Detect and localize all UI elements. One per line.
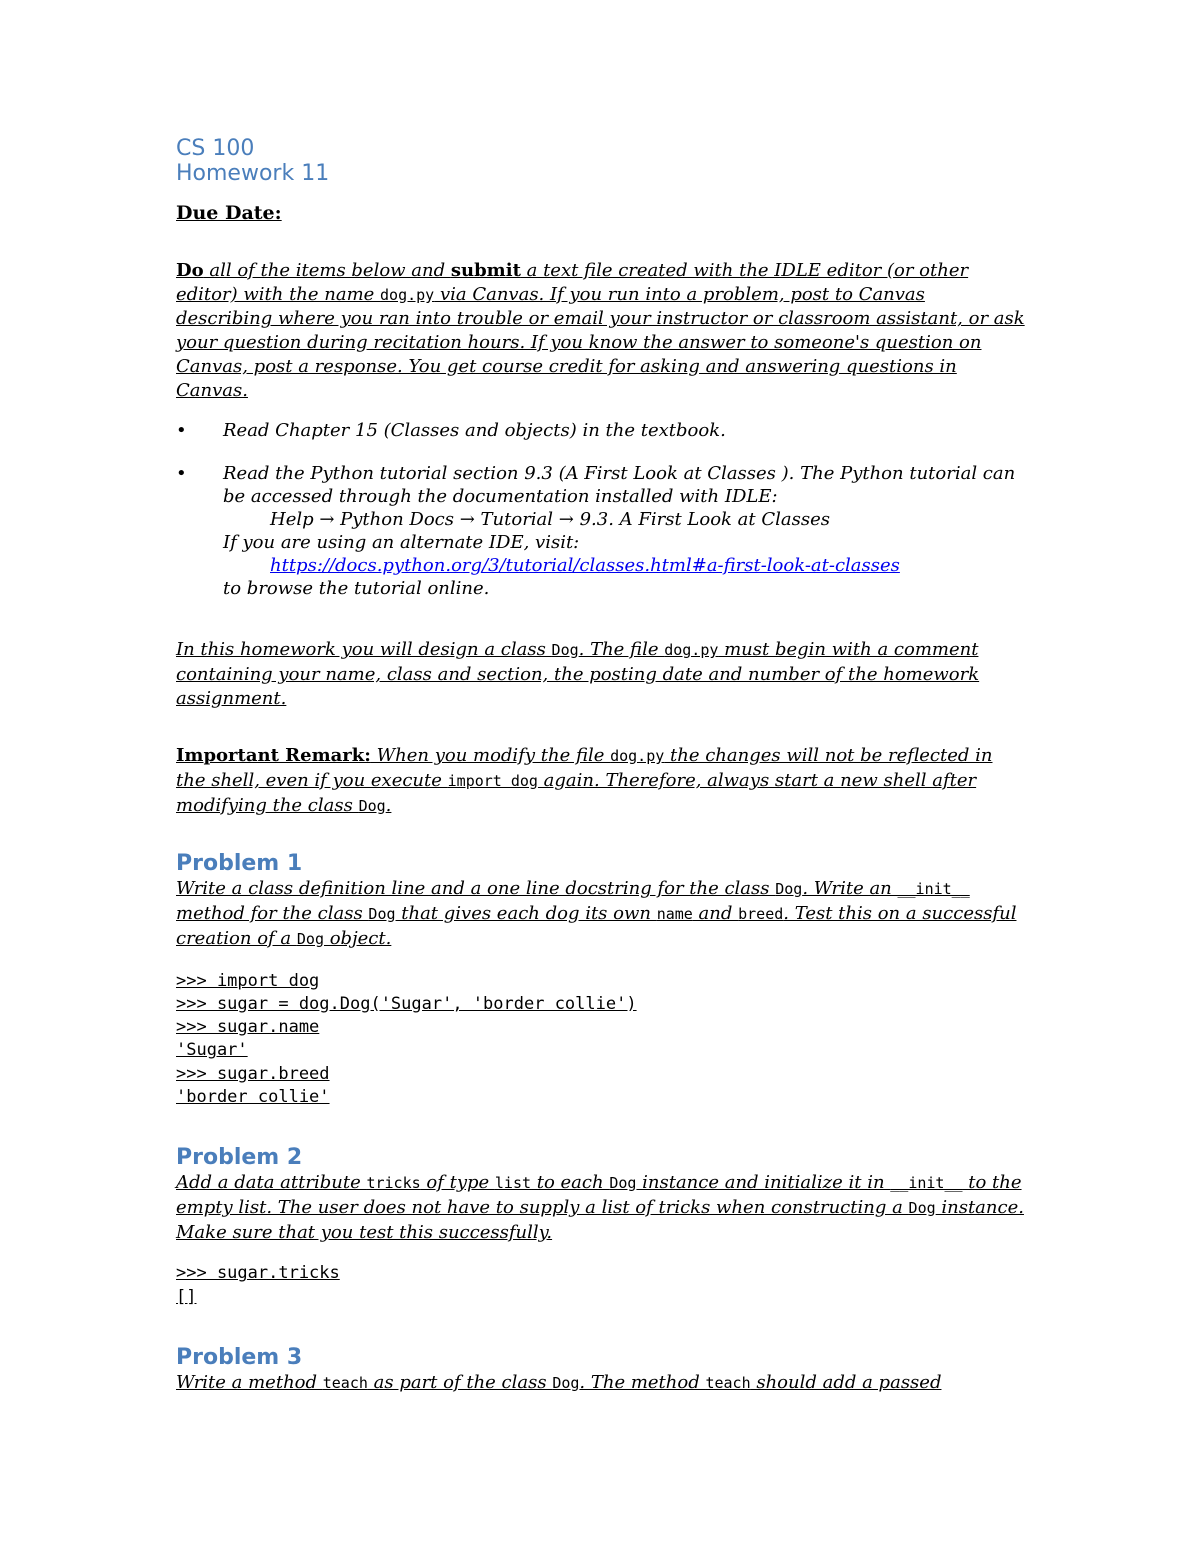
due-date-label: Due Date:	[176, 202, 282, 224]
filename-code: dog.py	[380, 285, 435, 304]
class-name-code: Dog	[551, 641, 579, 660]
filename-code: dog.py	[610, 747, 665, 766]
intro-paragraph: Do all of the items below and submit a text file created with the IDLE editor (or other editor) with the name dog.py via Canvas. If you run into a problem, post to Canvas describing where you ran into trouble or email your instructor or classroom assistant, or ask your question during recitation hours. If you know the answer to someone's question on Canvas, post a response. You get course credit for asking and answering questions in Canvas.	[176, 260, 1025, 401]
list-item: • Read Chapter 15 (Classes and objects) in the textbook.	[176, 420, 726, 442]
reading-list	[176, 419, 1026, 600]
problem-1-code	[176, 970, 1026, 1110]
code-line: >>> sugar = dog.Dog('Sugar', 'border collie')	[176, 993, 637, 1014]
code-line: 'border collie'	[176, 1087, 330, 1108]
problem-3-text: Write a method teach as part of the class Dog. The method teach should add a passed	[176, 1372, 942, 1394]
remark-paragraph: Important Remark: When you modify the file dog.py the changes will not be reflected in the shell, even if you execute import dog again. Therefore, always start a new shell after modifying the class Dog.	[176, 745, 993, 816]
code-line: >>> sugar.tricks	[176, 1263, 340, 1284]
code-line: >>> sugar.breed	[176, 1063, 330, 1084]
code-line: >>> import dog	[176, 970, 320, 991]
problem-1-text: Write a class definition line and a one line docstring for the class Dog. Write an __init__ method for the class Dog that gives each dog its own name and breed. Test this on a successful creation of a Dog object.	[176, 878, 1017, 949]
tutorial-link[interactable]: https://docs.python.org/3/tutorial/classes.html#a-first-look-at-classes	[270, 555, 900, 577]
problem-1-title: Problem 1	[176, 851, 303, 877]
assignment-title: Homework 11	[176, 161, 330, 186]
do-word: Do	[176, 260, 204, 281]
list-item: • Read the Python tutorial section 9.3 (A First Look at Classes ). The Python tutorial can be accessed through the documentation installed with IDLE: Help → Python Docs → Tutorial → 9.3. A First Look at Classes If you are using an alternate IDE, visit: https://docs.python.org/3/tutorial/classes.html#a-first-look-at-classes to browse the tutorial online.	[176, 462, 1026, 600]
remark-label: Important Remark:	[176, 745, 371, 767]
bullet-icon: •	[176, 420, 187, 442]
problem-3-title: Problem 3	[176, 1345, 303, 1371]
bullet-icon: •	[176, 463, 187, 485]
tutorial-path: Help → Python Docs → Tutorial → 9.3. A First Look at Classes	[270, 509, 830, 531]
code-line: >>> sugar.name	[176, 1017, 320, 1038]
document-page	[176, 136, 1026, 1396]
problem-2-text: Add a data attribute tricks of type list to each Dog instance and initialize it in __init__ to the empty list. The user does not have to supply a list of tricks when constructing a Dog instance. Make sure that you test this successfully.	[176, 1172, 1024, 1243]
import-code: import dog	[447, 772, 538, 791]
code-line: []	[176, 1286, 197, 1307]
code-line: 'Sugar'	[176, 1040, 248, 1061]
problem-2-code	[176, 1262, 1026, 1309]
filename-code: dog.py	[664, 641, 719, 660]
design-paragraph: In this homework you will design a class Dog. The file dog.py must begin with a comment containing your name, class and section, the posting date and number of the homework assignment.	[176, 639, 980, 709]
submit-word: submit	[450, 260, 521, 281]
course-title: CS 100	[176, 136, 255, 161]
class-name-code: Dog	[358, 796, 386, 815]
problem-2-title: Problem 2	[176, 1145, 303, 1171]
